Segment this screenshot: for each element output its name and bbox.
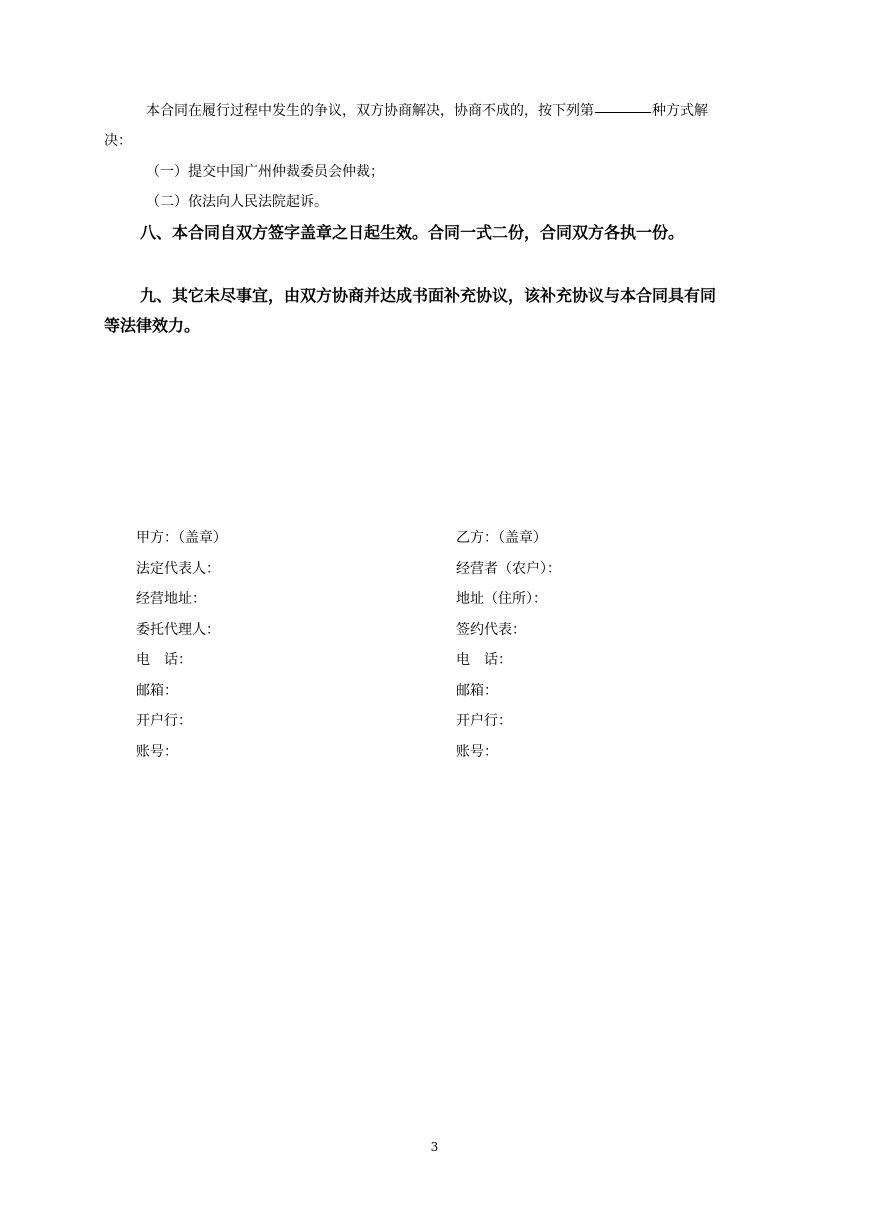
- party-a-title: 甲方：（盖章）: [136, 530, 227, 546]
- method-number-blank: [595, 112, 651, 113]
- page-number: 3: [430, 1140, 439, 1154]
- party-a-account: 账号：: [136, 743, 178, 760]
- clause-nine-line-2: 等法律效力。: [104, 316, 201, 335]
- party-b-address: 地址（住所）：: [456, 591, 547, 607]
- party-a-authorized-agent: 委托代理人：: [136, 621, 220, 638]
- clause-eight: 八、本合同自双方签字盖章之日起生效。合同一式二份，合同双方各执一份。: [140, 223, 685, 242]
- party-a-bank: 开户行：: [136, 713, 192, 729]
- dispute-option-arbitration: （一）提交中国广州仲裁委员会仲裁；: [146, 164, 384, 180]
- party-b-account: 账号：: [456, 743, 498, 760]
- party-b-title: 乙方：（盖章）: [456, 530, 547, 546]
- dispute-clause-line-1: [146, 101, 708, 121]
- dispute-clause-text-after-blank: 种方式解: [652, 103, 708, 119]
- party-a-signature-block: [136, 528, 227, 772]
- dispute-option-court: （二）依法向人民法院起诉。: [146, 194, 328, 210]
- dispute-clause-line-2: 决：: [104, 133, 132, 149]
- party-b-bank: 开户行：: [456, 713, 512, 729]
- party-a-email: 邮箱：: [136, 682, 178, 699]
- party-b-operator: 经营者（农户）：: [456, 560, 561, 577]
- party-b-signature-block: [456, 528, 561, 772]
- dispute-clause-text: 本合同在履行过程中发生的争议，双方协商解决，协商不成的，按下列第: [146, 103, 594, 119]
- clause-nine-line-1: 九、其它未尽事宜，由双方协商并达成书面补充协议，该补充协议与本合同具有同: [140, 286, 717, 305]
- party-a-business-address: 经营地址：: [136, 591, 206, 607]
- party-a-phone: 电 话：: [136, 652, 192, 668]
- party-b-email: 邮箱：: [456, 682, 498, 699]
- party-b-signing-representative: 签约代表：: [456, 621, 526, 638]
- party-a-legal-representative: 法定代表人：: [136, 560, 220, 577]
- party-b-phone: 电 话：: [456, 652, 512, 668]
